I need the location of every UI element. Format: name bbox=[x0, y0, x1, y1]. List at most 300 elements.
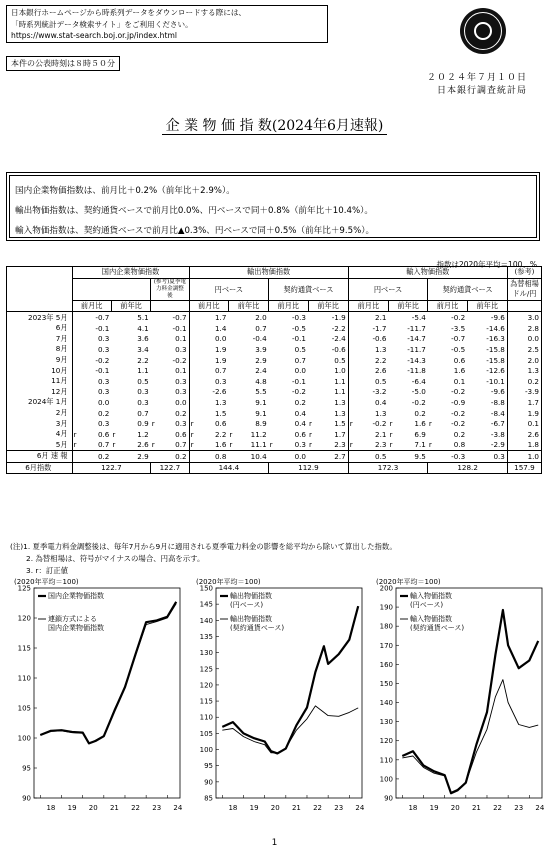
table-cell bbox=[111, 312, 150, 323]
table-cell bbox=[269, 365, 308, 376]
table-cell bbox=[388, 408, 427, 419]
table-cell bbox=[348, 323, 388, 334]
table-cell bbox=[72, 451, 111, 463]
publisher: 日本銀行調査統計局 bbox=[436, 86, 527, 96]
table-cell bbox=[348, 418, 388, 429]
table-cell bbox=[348, 440, 388, 451]
index-value: 122.7 bbox=[72, 462, 151, 474]
table-cell bbox=[507, 365, 541, 376]
summary-line: 国内企業物価指数は、前月比＋0.2%（前年比＋2.9%）。 bbox=[15, 186, 235, 196]
table-cell bbox=[269, 429, 308, 440]
cell-value: 1.1 bbox=[334, 387, 346, 397]
cell-value: 3.9 bbox=[255, 344, 267, 354]
cell-value: 0.3 bbox=[97, 334, 110, 344]
cell-value: 0.6 bbox=[453, 355, 466, 365]
cell-value: -2.6 bbox=[212, 387, 227, 397]
y-tick-label: 110 bbox=[379, 756, 393, 765]
cell-value: 4.1 bbox=[137, 323, 149, 333]
revision-mark: r bbox=[349, 419, 353, 429]
cell-value: 1.5 bbox=[334, 419, 346, 429]
column-header: 前年比 bbox=[467, 300, 507, 312]
x-tick-label: 23 bbox=[514, 804, 524, 812]
y-tick-label: 95 bbox=[204, 762, 213, 771]
cell-value: -0.2 bbox=[451, 313, 466, 323]
table-cell bbox=[72, 440, 111, 451]
cell-value: -0.1 bbox=[291, 334, 306, 344]
x-tick-label: 24 bbox=[355, 804, 365, 812]
revision-mark: r bbox=[190, 419, 194, 429]
x-tick-label: 22 bbox=[493, 804, 503, 812]
table-row bbox=[7, 387, 542, 398]
table-cell bbox=[269, 312, 308, 323]
cell-value: 0.3 bbox=[97, 344, 110, 354]
table-row bbox=[7, 312, 542, 323]
summary-line: 輸出物価指数は、契約通貨ベースで前月比0.0%、円ベースで同＋0.8%（前年比＋10.4%）。 bbox=[15, 206, 373, 216]
table-cell bbox=[72, 334, 111, 345]
cell-value: 2.1 bbox=[375, 429, 387, 439]
cell-value: 0.6 bbox=[97, 429, 110, 439]
y-tick-label: 125 bbox=[199, 665, 213, 674]
footnote: 3. r：訂正値 bbox=[26, 566, 69, 575]
table-cell bbox=[348, 334, 388, 345]
cell-value: 0.7 bbox=[214, 366, 227, 376]
page-title bbox=[0, 115, 549, 135]
cell-value: -0.1 bbox=[172, 323, 187, 333]
table-cell bbox=[151, 312, 189, 323]
cell-value: 1.3 bbox=[214, 397, 227, 407]
table-cell bbox=[111, 323, 150, 334]
cell-value: 1.6 bbox=[414, 419, 426, 429]
cell-value: 10.4 bbox=[250, 451, 267, 461]
table-cell bbox=[388, 312, 427, 323]
table-cell bbox=[72, 429, 111, 440]
notice-url[interactable]: https://www.stat-search.boj.or.jp/index.html bbox=[11, 31, 177, 40]
revision-mark: r bbox=[389, 429, 393, 439]
summary-box bbox=[6, 172, 540, 241]
row-label: 7月 bbox=[7, 334, 73, 345]
table-cell bbox=[72, 387, 111, 398]
x-tick-label: 18 bbox=[46, 804, 56, 812]
cell-value: 1.0 bbox=[527, 451, 539, 461]
table-cell bbox=[189, 334, 228, 345]
cell-value: -5.4 bbox=[411, 313, 426, 323]
x-tick-label: 20 bbox=[88, 804, 98, 812]
row-label: 2月 bbox=[7, 408, 73, 419]
table-cell bbox=[308, 397, 348, 408]
cell-value: -9.6 bbox=[490, 313, 505, 323]
table-cell bbox=[467, 312, 507, 323]
table-cell bbox=[308, 334, 348, 345]
cell-value: 0.6 bbox=[294, 429, 306, 439]
cell-value: 3.6 bbox=[137, 334, 149, 344]
cell-value: -3.5 bbox=[451, 323, 466, 333]
table-cell bbox=[269, 334, 308, 345]
column-header: 前月比 bbox=[72, 300, 111, 312]
table-cell bbox=[507, 376, 541, 387]
table-cell bbox=[507, 344, 541, 355]
column-header: 前年比 bbox=[388, 300, 427, 312]
series-line bbox=[402, 680, 538, 793]
cell-value: -3.2 bbox=[372, 387, 387, 397]
legend-label: 連鎖方式による bbox=[48, 615, 97, 623]
legend-label: 国内企業物価指数 bbox=[48, 624, 104, 632]
y-tick-label: 145 bbox=[199, 600, 213, 609]
cell-value: 1.0 bbox=[334, 366, 346, 376]
table-cell bbox=[72, 408, 111, 419]
x-tick-label: 24 bbox=[535, 804, 545, 812]
y-tick-label: 125 bbox=[17, 584, 31, 593]
table-cell bbox=[428, 440, 467, 451]
cell-value: 2.0 bbox=[255, 313, 267, 323]
table-cell bbox=[428, 429, 467, 440]
table-cell bbox=[228, 312, 268, 323]
cell-value: 0.1 bbox=[453, 376, 466, 386]
table-row bbox=[7, 365, 542, 376]
cell-value: -0.2 bbox=[372, 419, 387, 429]
y-tick-label: 100 bbox=[199, 746, 213, 755]
table-cell bbox=[228, 387, 268, 398]
revision-mark: r bbox=[229, 440, 233, 450]
cell-value: 1.3 bbox=[334, 408, 346, 418]
revision-mark: r bbox=[309, 419, 312, 429]
table-cell bbox=[507, 387, 541, 398]
cell-value: -0.2 bbox=[172, 355, 187, 365]
revision-mark: r bbox=[309, 429, 312, 439]
cell-value: 1.1 bbox=[334, 376, 346, 386]
cell-value: 0.5 bbox=[375, 451, 387, 461]
x-tick-label: 24 bbox=[173, 804, 183, 812]
table-cell bbox=[72, 323, 111, 334]
legend-label: (円ベース) bbox=[410, 601, 444, 609]
table-cell bbox=[111, 365, 150, 376]
table-row bbox=[7, 418, 542, 429]
series-line bbox=[402, 610, 538, 793]
cell-value: 2.2 bbox=[214, 429, 227, 439]
y-tick-label: 110 bbox=[17, 674, 31, 683]
cell-value: 0.3 bbox=[175, 344, 187, 354]
cell-value: 2.8 bbox=[527, 323, 539, 333]
cell-value: -16.3 bbox=[486, 334, 505, 344]
table-cell bbox=[467, 323, 507, 334]
cell-value: 7.1 bbox=[414, 440, 426, 450]
cell-value: 0.5 bbox=[294, 344, 306, 354]
x-tick-label: 19 bbox=[429, 804, 439, 812]
table-cell bbox=[507, 312, 541, 323]
cell-value: -12.6 bbox=[486, 366, 505, 376]
table-cell bbox=[308, 355, 348, 366]
page-title-text: 企 業 物 価 指 数(2024年6月速報) bbox=[162, 118, 388, 135]
y-tick-label: 140 bbox=[379, 699, 393, 708]
cell-value: -0.2 bbox=[451, 419, 466, 429]
table-cell bbox=[428, 312, 467, 323]
table-cell bbox=[467, 387, 507, 398]
table-cell bbox=[308, 429, 348, 440]
table-cell bbox=[269, 376, 308, 387]
cell-value: -6.4 bbox=[411, 376, 426, 386]
table-cell bbox=[467, 440, 507, 451]
cell-value: 1.6 bbox=[453, 366, 466, 376]
revision-mark: r bbox=[190, 429, 194, 439]
legend-label: (契約通貨ベース) bbox=[410, 624, 465, 632]
table-cell bbox=[428, 376, 467, 387]
cell-value: -1.9 bbox=[331, 313, 346, 323]
cell-value: 0.6 bbox=[175, 429, 187, 439]
cell-value: 1.3 bbox=[527, 366, 539, 376]
table-cell bbox=[228, 397, 268, 408]
table-cell bbox=[507, 440, 541, 451]
table-cell bbox=[388, 344, 427, 355]
table-cell bbox=[388, 376, 427, 387]
cell-value: -3.9 bbox=[524, 387, 539, 397]
cell-value: 0.4 bbox=[294, 419, 306, 429]
table-cell bbox=[151, 376, 189, 387]
table-cell bbox=[308, 387, 348, 398]
table-cell bbox=[467, 334, 507, 345]
header-fx: 為替相場 bbox=[507, 278, 541, 289]
table-cell bbox=[388, 334, 427, 345]
cell-value: 0.5 bbox=[375, 376, 387, 386]
header-blank bbox=[72, 278, 151, 300]
cell-value: -0.3 bbox=[291, 313, 306, 323]
table-cell bbox=[111, 408, 150, 419]
cell-value: 1.1 bbox=[137, 366, 149, 376]
table-cell bbox=[308, 451, 348, 463]
cell-value: 4.8 bbox=[255, 376, 267, 386]
table-cell bbox=[111, 376, 150, 387]
table-cell bbox=[72, 312, 111, 323]
table-cell bbox=[507, 408, 541, 419]
cell-value: 0.2 bbox=[97, 408, 110, 418]
cell-value: 1.7 bbox=[527, 397, 539, 407]
table-cell bbox=[428, 323, 467, 334]
table-cell bbox=[269, 344, 308, 355]
summary-line: 輸入物価指数は、契約通貨ベースで前月比▲0.3%、円ベースで同＋0.5%（前年比＋9.5%）。 bbox=[15, 226, 375, 236]
cell-value: -0.5 bbox=[451, 344, 466, 354]
cell-value: 1.4 bbox=[214, 323, 227, 333]
cell-value: 0.3 bbox=[97, 387, 110, 397]
cell-value: 0.1 bbox=[527, 419, 539, 429]
cell-value: 1.9 bbox=[214, 355, 227, 365]
column-header: 前年比 bbox=[308, 300, 348, 312]
table-cell bbox=[72, 355, 111, 366]
cell-value: -11.8 bbox=[407, 366, 426, 376]
table-cell bbox=[388, 365, 427, 376]
table-cell bbox=[111, 344, 150, 355]
cell-value: 2.7 bbox=[334, 451, 346, 461]
table-row bbox=[7, 344, 542, 355]
cell-value: 0.0 bbox=[97, 397, 110, 407]
table-cell bbox=[228, 355, 268, 366]
x-tick-label: 21 bbox=[291, 804, 301, 812]
table-cell bbox=[308, 344, 348, 355]
header-import: 輸入物価指数 bbox=[348, 267, 507, 279]
cell-value: 0.3 bbox=[97, 376, 110, 386]
table-cell bbox=[388, 418, 427, 429]
cell-value: -8.8 bbox=[490, 397, 505, 407]
cell-value: 2.6 bbox=[137, 440, 149, 450]
base-note: (2020年平均＝100) bbox=[196, 578, 261, 586]
table-cell bbox=[428, 344, 467, 355]
table-cell bbox=[428, 334, 467, 345]
cell-value: 0.2 bbox=[175, 451, 187, 461]
cell-value: -0.6 bbox=[372, 334, 387, 344]
column-header: 前年比 bbox=[228, 300, 268, 312]
cell-value: 2.3 bbox=[334, 440, 346, 450]
cell-value: -11.7 bbox=[407, 323, 426, 333]
table-cell bbox=[428, 418, 467, 429]
price-index-table bbox=[6, 266, 542, 474]
cell-value: 2.4 bbox=[255, 366, 267, 376]
revision-mark: r bbox=[349, 440, 353, 450]
cell-value: -2.9 bbox=[490, 440, 505, 450]
cell-value: 0.7 bbox=[255, 323, 267, 333]
cell-value: 5.5 bbox=[255, 387, 267, 397]
row-label: 9月 bbox=[7, 355, 73, 366]
cell-value: -0.2 bbox=[95, 355, 110, 365]
table-cell bbox=[269, 440, 308, 451]
cell-value: 0.3 bbox=[97, 419, 110, 429]
table-cell bbox=[151, 418, 189, 429]
column-header: 前月比 bbox=[189, 300, 228, 312]
table-cell bbox=[308, 312, 348, 323]
header-import-contract: 契約通貨ベース bbox=[428, 278, 508, 300]
table-cell bbox=[269, 387, 308, 398]
cell-value: 3.4 bbox=[137, 344, 149, 354]
table-cell bbox=[308, 418, 348, 429]
revision-mark: r bbox=[190, 440, 194, 450]
unit-note: 指数は2020年平均＝100、% bbox=[436, 260, 537, 269]
cell-value: 1.9 bbox=[527, 408, 539, 418]
y-tick-label: 90 bbox=[204, 778, 213, 787]
cell-value: -0.2 bbox=[411, 397, 426, 407]
cell-value: -0.1 bbox=[95, 323, 110, 333]
cell-value: 5.1 bbox=[137, 313, 149, 323]
table-cell bbox=[151, 344, 189, 355]
table-row bbox=[7, 408, 542, 419]
cell-value: 2.2 bbox=[137, 355, 149, 365]
cell-value: -3.8 bbox=[490, 429, 505, 439]
cell-value: 0.0 bbox=[175, 397, 187, 407]
table-cell bbox=[72, 397, 111, 408]
cell-value: 2.1 bbox=[375, 313, 387, 323]
table-cell bbox=[228, 418, 268, 429]
cell-value: -0.2 bbox=[291, 387, 306, 397]
cell-value: -14.6 bbox=[486, 323, 505, 333]
cell-value: 1.3 bbox=[375, 408, 387, 418]
cell-value: 0.0 bbox=[214, 334, 227, 344]
table-cell bbox=[308, 365, 348, 376]
header-summer-adjusted: (参考)夏季電力料金調整後 bbox=[151, 278, 189, 300]
cell-value: 0.7 bbox=[175, 440, 187, 450]
cell-value: 0.6 bbox=[214, 419, 227, 429]
table-cell bbox=[428, 397, 467, 408]
x-tick-label: 19 bbox=[249, 804, 259, 812]
cell-value: 2.9 bbox=[255, 355, 267, 365]
table-cell bbox=[507, 323, 541, 334]
table-cell bbox=[467, 429, 507, 440]
cell-value: 2.6 bbox=[375, 366, 387, 376]
header-fx-unit: ドル/円 bbox=[507, 289, 541, 300]
table-cell bbox=[388, 355, 427, 366]
y-tick-label: 90 bbox=[22, 794, 31, 803]
table-cell bbox=[308, 408, 348, 419]
table-cell bbox=[507, 429, 541, 440]
table-row bbox=[7, 334, 542, 345]
index-value: 112.9 bbox=[269, 462, 349, 474]
boj-logo bbox=[460, 8, 506, 54]
table-cell bbox=[428, 408, 467, 419]
cell-value: 1.3 bbox=[375, 344, 387, 354]
x-tick-label: 23 bbox=[152, 804, 162, 812]
y-tick-label: 100 bbox=[17, 734, 31, 743]
cell-value: -1.7 bbox=[372, 323, 387, 333]
table-cell bbox=[348, 408, 388, 419]
row-label: 5月 bbox=[7, 440, 73, 451]
cell-value: 0.1 bbox=[175, 334, 187, 344]
column-header: 前月比 bbox=[269, 300, 308, 312]
table-cell bbox=[151, 397, 189, 408]
table-cell bbox=[507, 418, 541, 429]
legend-label: (契約通貨ベース) bbox=[230, 624, 285, 632]
cell-value: -0.1 bbox=[291, 376, 306, 386]
table-cell bbox=[189, 355, 228, 366]
row-label: 11月 bbox=[7, 376, 73, 387]
table-cell bbox=[388, 397, 427, 408]
revision-mark: r bbox=[269, 440, 273, 450]
cell-value: 1.9 bbox=[214, 344, 227, 354]
cell-value: 9.1 bbox=[255, 408, 267, 418]
y-tick-label: 105 bbox=[199, 729, 213, 738]
cell-value: 0.7 bbox=[294, 355, 306, 365]
table-cell bbox=[189, 387, 228, 398]
table-cell bbox=[111, 387, 150, 398]
y-tick-label: 135 bbox=[199, 632, 213, 641]
release-date: ２０２４年７月１０日 bbox=[426, 73, 527, 83]
cell-value: 11.2 bbox=[250, 429, 267, 439]
revision-mark: r bbox=[389, 419, 393, 429]
table-row bbox=[7, 376, 542, 387]
index-value: 122.7 bbox=[151, 462, 189, 474]
cell-value: 0.3 bbox=[137, 387, 149, 397]
table-cell bbox=[428, 451, 467, 463]
y-tick-label: 120 bbox=[379, 737, 393, 746]
cell-value: -10.1 bbox=[486, 376, 505, 386]
table-row bbox=[7, 440, 542, 451]
row-label: 4月 bbox=[7, 429, 73, 440]
index-row bbox=[7, 462, 542, 474]
footnote: (注)1. 夏季電力料金調整後は、毎年7月から9月に適用される夏季電力料金の影響を総平均から除いて算出した指数。 bbox=[10, 542, 397, 551]
table-cell bbox=[388, 440, 427, 451]
table-cell bbox=[228, 408, 268, 419]
table-cell bbox=[228, 440, 268, 451]
cell-value: 0.8 bbox=[214, 451, 227, 461]
table-cell bbox=[467, 376, 507, 387]
table-row bbox=[7, 323, 542, 334]
cell-value: 0.2 bbox=[414, 408, 426, 418]
y-tick-label: 120 bbox=[199, 681, 213, 690]
table-cell bbox=[189, 397, 228, 408]
table-cell bbox=[348, 376, 388, 387]
cell-value: 0.0 bbox=[294, 366, 306, 376]
cell-value: 1.2 bbox=[137, 429, 149, 439]
cell-value: 2.0 bbox=[527, 355, 539, 365]
table-cell bbox=[228, 376, 268, 387]
y-tick-label: 140 bbox=[199, 616, 213, 625]
cell-value: 0.4 bbox=[375, 397, 387, 407]
table-cell bbox=[111, 397, 150, 408]
table-cell bbox=[428, 387, 467, 398]
revision-mark: r bbox=[112, 440, 116, 450]
